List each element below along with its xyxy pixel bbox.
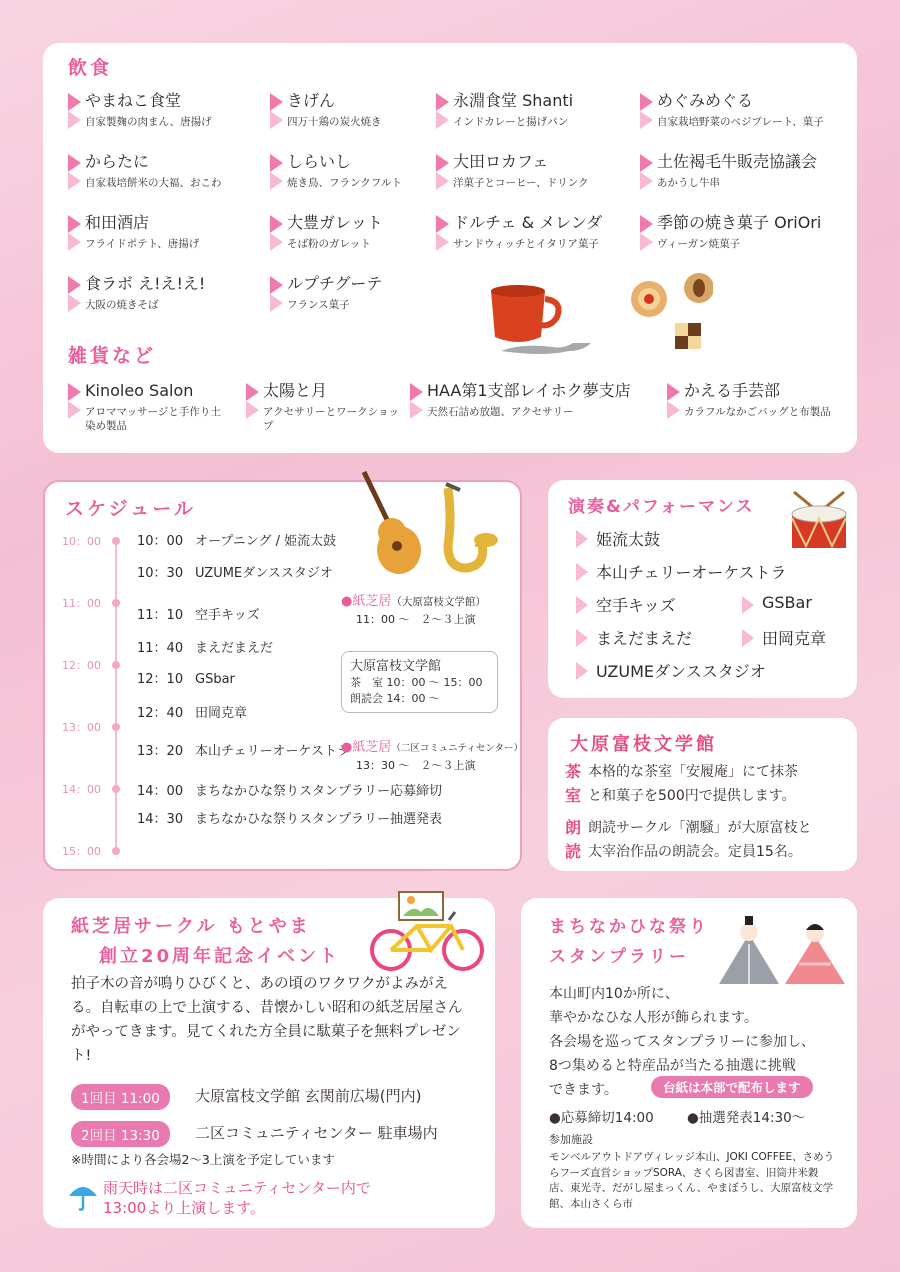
timeline-dot: [112, 785, 120, 793]
hina-dolls-icon: [715, 914, 849, 988]
stamp-line-2: 華やかなひな人形が飾られます。: [549, 1010, 758, 1026]
timeline-hour-label: 14：00: [62, 783, 101, 796]
pink-triangle-icon: [576, 596, 588, 614]
vendor-name: 大豊ガレット: [287, 213, 383, 232]
event-label: まちなかひな祭りスタンプラリー抽選発表: [195, 812, 443, 827]
event-label: GSbar: [195, 672, 235, 687]
vendor-name: やまねこ食堂: [85, 91, 182, 110]
vendor-name: からたに: [85, 152, 150, 171]
vendor-name: HAA第1支部レイホク夢支店: [427, 381, 631, 400]
drum-icon: [786, 488, 852, 556]
saxophone-icon: [446, 484, 498, 568]
vendor-name: 太陽と月: [263, 381, 328, 400]
event-time: 10：00: [137, 534, 184, 549]
food-vendor: [270, 91, 382, 129]
goods-vendor: [68, 381, 225, 433]
food-vendor: [640, 91, 824, 129]
vendor-name: きげん: [287, 91, 336, 110]
bicycle-icon: [369, 890, 487, 974]
kamishibai1-title: [341, 594, 486, 610]
performance-label: 姫流太鼓: [596, 530, 661, 549]
timeline-dot: [112, 847, 120, 855]
vendor-name: 季節の焼き菓子 OriOri: [657, 213, 822, 232]
tea-label-2: 室: [565, 786, 582, 805]
tea-text: [588, 760, 798, 808]
event-label: 田岡克章: [195, 706, 248, 721]
museum-box-reading: 朗読会 14：00 ～: [350, 692, 440, 705]
pink-arrow-icon: [68, 383, 81, 419]
goods-vendor: [410, 381, 631, 419]
vendor-name: ドルチェ & メレンダ: [453, 213, 603, 232]
kamishibai1-place: （大原富枝文学館）: [391, 596, 486, 608]
event-label: 本山チェリーオーケストラ: [195, 744, 350, 759]
event-time: 12：10: [137, 672, 184, 687]
vendor-desc: 自家栽培餅米の大福、おこわ: [85, 177, 222, 189]
performance-label: 空手キッズ: [596, 596, 676, 615]
food-vendor: [270, 213, 383, 251]
vendor-desc: フライドポテト、唐揚げ: [85, 238, 200, 250]
cookie-checker-icon: [675, 323, 701, 349]
vendor-name: ルプチグーテ: [287, 274, 383, 293]
event-time: 10：30: [137, 566, 184, 581]
sweets-illustration: [483, 271, 713, 361]
vendor-name: しらいし: [287, 152, 352, 171]
event-time: 14：00: [137, 784, 184, 799]
pink-triangle-icon: [576, 563, 588, 581]
vendor-name: 土佐褐毛牛販売協議会: [657, 152, 818, 171]
vendor-desc: アクセサリーとワークショップ: [263, 406, 399, 432]
vendor-name: めぐみめぐる: [657, 91, 754, 110]
performance-item: [576, 527, 660, 550]
stamp-deadline: ●応募締切14:00: [549, 1110, 654, 1126]
event-label: UZUMEダンススタジオ: [195, 566, 333, 581]
stamp-draw: ●抽選発表14:30～: [687, 1110, 806, 1126]
rain-line-1: 雨天時は二区コミュニティセンター内で: [103, 1179, 371, 1197]
schedule-event: [137, 668, 235, 687]
vendor-desc: アロママッサージと手作り土染め製品: [85, 406, 221, 432]
vendor-desc: 自家栽培野菜のベジプレート、菓子: [657, 116, 824, 128]
performance-label: 田岡克章: [762, 629, 827, 648]
kamishibai-title-1: 紙芝居サークル もとやま: [71, 916, 311, 937]
show-time-tag: 2回目 13:30: [71, 1121, 170, 1147]
reading-label: [565, 816, 581, 864]
reading-text: [588, 816, 812, 864]
guitar-sax-illustration: [352, 468, 502, 580]
stamp-line-3: 各会場を巡ってスタンプラリーに参加し、: [549, 1034, 815, 1050]
museum-box-tea: 茶 室 10：00 ～ 15：00: [350, 676, 483, 689]
vendor-desc: 自家製麹の肉まん、唐揚げ: [85, 116, 212, 128]
performance-item: [742, 593, 812, 612]
kamishibai1-label: ●紙芝居: [341, 594, 392, 609]
vendor-desc: 天然石詰め放題、アクセサリー: [427, 406, 574, 418]
vendor-desc: 大阪の焼きそば: [85, 299, 159, 311]
timeline-hour-label: 12：00: [62, 659, 101, 672]
pink-arrow-icon: [436, 215, 449, 251]
reading-line-1: 朗読サークル「潮騒」が大原富枝と: [588, 820, 812, 836]
vendor-desc: インドカレーと揚げパン: [453, 116, 569, 128]
pink-arrow-icon: [640, 154, 653, 190]
pink-arrow-icon: [436, 93, 449, 129]
vendor-desc: そば粉のガレット: [287, 238, 371, 250]
stamp-rally-card: [521, 898, 857, 1228]
venues-list: モンベルアウトドアヴィレッジ本山、JOKI COFFEE、さめうらフーズ直営ショップSORA、さくら図書室、旧筒井米穀店、東光寺、だがし屋まっくん、やまぼうし、大原富枝文学館、本山さくら市: [549, 1151, 835, 1210]
ohina-doll-icon: [785, 924, 845, 984]
performance-title: 演奏&パフォーマンス: [568, 497, 755, 517]
show-place: 大原富枝文学館 玄関前広場(門内): [195, 1087, 422, 1105]
pink-arrow-icon: [436, 154, 449, 190]
food-vendor: [68, 274, 205, 312]
schedule-event: [137, 808, 442, 827]
vendor-name: 和田酒店: [85, 213, 150, 232]
food-section-title: 飲食: [68, 57, 113, 79]
timeline-dot: [112, 599, 120, 607]
vendor-desc: あかうし牛串: [657, 177, 720, 189]
pink-arrow-icon: [640, 93, 653, 129]
vendor-desc: 洋菓子とコーヒー、ドリンク: [453, 177, 589, 189]
event-time: 13：20: [137, 744, 184, 759]
vendor-desc: カラフルなかごバッグと布製品: [684, 406, 831, 418]
timeline-line: [115, 540, 117, 850]
kamishibai2-place: （二区コミュニティセンター）: [391, 743, 524, 754]
pink-triangle-icon: [576, 530, 588, 548]
event-label: まえだまえだ: [195, 641, 274, 656]
food-goods-card: [43, 43, 857, 453]
event-label: まちなかひな祭りスタンプラリー応募締切: [195, 784, 443, 799]
timeline-dot: [112, 661, 120, 669]
pink-arrow-icon: [667, 383, 680, 419]
kamishibai-note: ※時間により各会場2～3上演を予定しています: [71, 1152, 335, 1167]
pink-triangle-icon: [742, 629, 754, 647]
food-vendor: [640, 213, 821, 251]
timeline-dot: [112, 723, 120, 731]
food-vendor: [68, 91, 212, 129]
pink-arrow-icon: [270, 215, 283, 251]
performance-label: UZUMEダンススタジオ: [596, 662, 766, 681]
performance-item: [576, 659, 766, 682]
stamp-title-2: スタンプラリー: [549, 947, 689, 967]
kamishibai-body: 拍子木の音が鳴りひびくと、あの頃のワクワクがよみがえる。自転車の上で上演する、昔懐かしい昭和の紙芝居屋さんがやってきます。見てくれた方全員に駄菓子を無料プレゼント!: [71, 976, 463, 1064]
vendor-name: 永淵食堂 Shanti: [453, 91, 574, 110]
performance-item: [576, 626, 692, 649]
tea-line-1: 本格的な茶室「安履庵」にて抹茶: [588, 764, 798, 780]
pink-triangle-icon: [576, 662, 588, 680]
timeline-hour-label: 15：00: [62, 845, 101, 858]
event-label: オープニング / 姫流太鼓: [195, 534, 337, 549]
food-vendor: [68, 152, 222, 190]
goods-vendor: [246, 381, 403, 433]
food-vendor: [270, 274, 382, 312]
schedule-event: [137, 780, 442, 799]
food-vendor: [640, 152, 817, 190]
museum-title: 大原富枝文学館: [570, 734, 717, 755]
tea-label-1: 茶: [565, 762, 582, 781]
pink-arrow-icon: [270, 276, 283, 312]
goods-vendor: [667, 381, 831, 419]
reading-label-2: 読: [565, 842, 582, 861]
pink-arrow-icon: [68, 215, 81, 251]
schedule-event: [137, 562, 333, 581]
vendor-name: かえる手芸部: [684, 381, 781, 400]
vendor-desc: 四万十鶏の炭火焼き: [287, 116, 382, 128]
stamp-line-4: 8つ集めると特産品が当たる抽選に挑戦: [549, 1058, 796, 1074]
schedule-event: [137, 702, 247, 721]
event-label: 空手キッズ: [195, 608, 260, 623]
stamp-title-1: まちなかひな祭り: [549, 917, 709, 937]
reading-line-2: 太宰治作品の朗読会。定員15名。: [588, 844, 802, 860]
kamishibai2-label: ●紙芝居: [341, 740, 392, 755]
timeline-hour-label: 10：00: [62, 535, 101, 548]
tea-line-2: と和菓子を500円で提供します。: [588, 788, 796, 804]
teacup-icon: [491, 285, 591, 354]
schedule-event: [137, 637, 273, 656]
performance-label: 本山チェリーオーケストラ: [596, 563, 787, 582]
food-vendor: [436, 152, 588, 190]
vendor-desc: 焼き鳥、フランクフルト: [287, 177, 402, 189]
food-vendor: [270, 152, 402, 190]
event-time: 11：10: [137, 608, 184, 623]
pink-arrow-icon: [410, 383, 423, 419]
odairi-doll-icon: [719, 916, 779, 984]
pink-arrow-icon: [640, 215, 653, 251]
cookie-flower-icon: [631, 281, 667, 317]
vendor-desc: フランス菓子: [287, 299, 350, 311]
cookie-nut-icon: [684, 273, 713, 303]
event-time: 11：40: [137, 641, 184, 656]
vendor-desc: サンドウィッチとイタリア菓子: [453, 238, 599, 250]
guitar-icon: [364, 472, 421, 574]
vendor-desc: ヴィーガン焼菓子: [657, 238, 741, 250]
schedule-event: [137, 604, 260, 623]
rain-notice: [103, 1178, 371, 1218]
performance-item: [576, 593, 676, 616]
schedule-title: スケジュール: [65, 498, 196, 520]
timeline-hour-label: 11：00: [62, 597, 101, 610]
reading-label-1: 朗: [565, 818, 582, 837]
museum-box-title: 大原富枝文学館: [350, 659, 442, 674]
food-vendor: [68, 213, 199, 251]
food-vendor: [436, 91, 573, 129]
vendor-name: Kinoleo Salon: [85, 381, 194, 400]
timeline-dot: [112, 537, 120, 545]
show-place: 二区コミュニティセンター 駐車場内: [195, 1124, 438, 1142]
venues-title: 参加施設: [549, 1133, 593, 1146]
schedule-event: [137, 530, 336, 549]
performance-label: GSBar: [762, 593, 812, 612]
museum-card: [548, 718, 857, 871]
stamp-line-5: できます。: [549, 1082, 618, 1098]
umbrella-icon: [67, 1182, 99, 1212]
pink-arrow-icon: [68, 93, 81, 129]
pink-arrow-icon: [68, 154, 81, 190]
event-time: 14：30: [137, 812, 184, 827]
stamp-badge: 台紙は本部で配布します: [651, 1076, 813, 1098]
stamp-line-1: 本山町内10か所に、: [549, 986, 679, 1002]
kamishibai-title-2: 創立20周年記念イベント: [99, 946, 341, 967]
vendor-name: 食ラボ え!え!え!: [85, 274, 206, 293]
rain-line-2: 13:00より上演します。: [103, 1199, 266, 1217]
timeline-hour-label: 13：00: [62, 721, 101, 734]
goods-section-title: 雑貨など: [68, 345, 157, 367]
vendor-name: 大田ロカフェ: [453, 152, 549, 171]
museum-schedule-box: [341, 651, 498, 713]
kamishibai1-time: 11：00 ～ ２～３上演: [356, 613, 476, 626]
show-time-tag: 1回目 11:00: [71, 1084, 170, 1110]
schedule-event: [137, 740, 350, 759]
kamishibai-card: [43, 898, 495, 1228]
performance-item: [576, 560, 787, 583]
food-vendor: [436, 213, 602, 251]
pink-arrow-icon: [270, 93, 283, 129]
pink-triangle-icon: [742, 596, 754, 614]
event-time: 12：40: [137, 706, 184, 721]
performance-item: [742, 626, 826, 649]
pink-triangle-icon: [576, 629, 588, 647]
pink-arrow-icon: [68, 276, 81, 312]
performance-label: まえだまえだ: [596, 629, 693, 648]
kamishibai2-title: [341, 740, 523, 757]
pink-arrow-icon: [270, 154, 283, 190]
kamishibai2-time: 13：30 ～ ２～３上演: [356, 759, 476, 772]
pink-arrow-icon: [246, 383, 259, 419]
tea-label: [565, 760, 581, 808]
